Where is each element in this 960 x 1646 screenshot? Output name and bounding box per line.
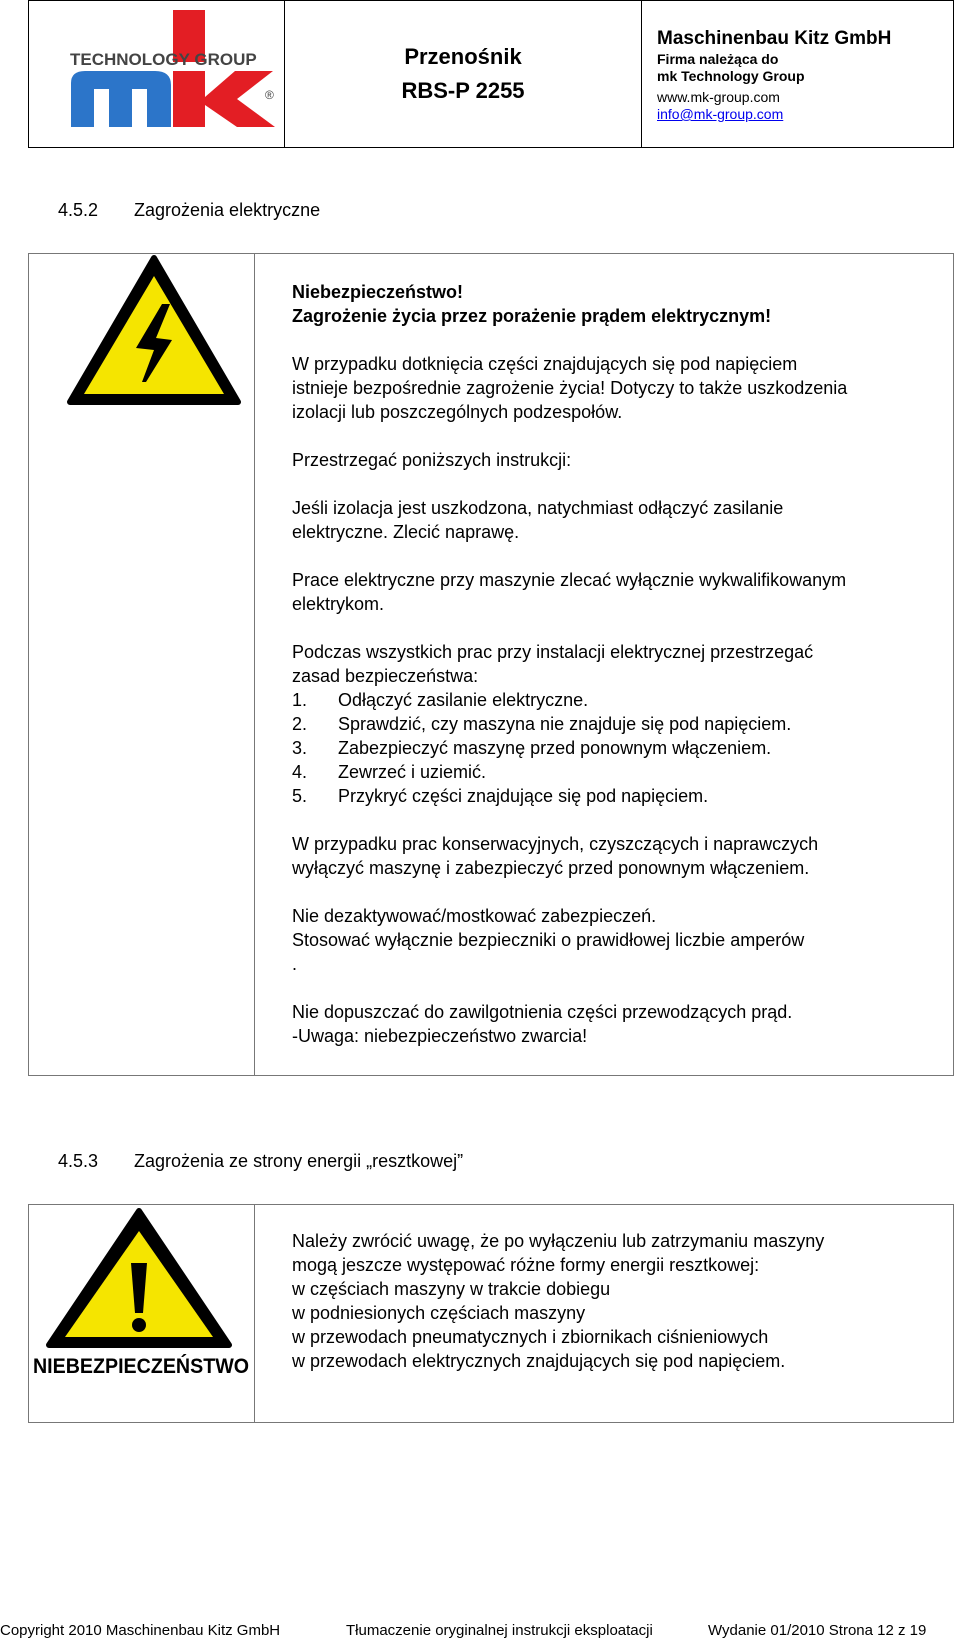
logo-registered-mark: ® [265,88,274,102]
fuse-line-2: Stosować wyłącznie bezpieczniki o prawidłowej liczbie amperów [292,930,805,950]
rules-line-2: zasad bezpieczeństwa: [292,666,479,686]
intro-line-2: istnieje bezpośrednie zagrożenie życia! Dotyczy to także uszkodzenia [292,378,848,398]
logo-top-text: TECHNOLOGY GROUP [70,50,257,69]
electrical-hazard-text [255,254,953,1075]
fuse-line-1: Nie dezaktywować/mostkować zabezpieczeń. [292,906,657,926]
insulation-line-1: Jeśli izolacja jest uszkodzona, natychmiast odłączyć zasilanie [292,498,784,518]
fuse-line-3: . [292,954,298,974]
section-number: 4.5.2 [58,200,99,220]
residual-line-4: w podniesionych częściach maszyny [292,1303,586,1323]
document-model: RBS-P 2255 [401,78,525,103]
section-heading-residual-energy [58,1150,463,1172]
danger-subtitle: Zagrożenie życia przez porażenie prądem elektrycznym! [292,306,772,326]
residual-line-5: w przewodach pneumatycznych i zbiornikach ciśnieniowych [292,1327,769,1347]
section-number: 4.5.3 [58,1151,99,1171]
warning-caption: NIEBEZPIECZEŃSTWO [33,1355,249,1378]
document-header [28,0,954,148]
moisture-line-1: Nie dopuszczać do zawilgotnienia części przewodzących prąd. [292,1002,793,1022]
footer-copyright: Copyright 2010 Maschinenbau Kitz GmbH [0,1622,281,1639]
section-title: Zagrożenia ze strony energii „resztkowej” [134,1151,464,1171]
electrical-hazard-box [28,253,954,1076]
list-item: 4. Zewrzeć i uziemić. [292,762,487,782]
list-item: 2. Sprawdzić, czy maszyna nie znajduje się pod napięciem. [292,714,792,734]
company-website: www.mk-group.com [657,89,780,105]
company-info-cell [641,1,953,147]
residual-energy-box [28,1204,954,1423]
company-subtitle-1: Firma należąca do [657,51,779,67]
maintenance-line-1: W przypadku prac konserwacyjnych, czyszczących i naprawczych [292,834,819,854]
follow-instructions: Przestrzegać poniższych instrukcji: [292,450,572,470]
intro-line-1: W przypadku dotknięcia części znajdujących się pod napięciem [292,354,798,374]
general-warning-icon [29,1205,253,1381]
list-item: 1. Odłączyć zasilanie elektryczne. [292,690,589,710]
document-title: Przenośnik [404,44,522,69]
danger-title: Niebezpieczeństwo! [292,282,464,302]
document-title-cell [284,1,641,147]
residual-line-2: mogą jeszcze występować różne formy energii resztkowej: [292,1255,760,1275]
intro-line-3: izolacji lub poszczególnych podzespołów. [292,402,623,422]
logo-cell [29,1,284,147]
work-line-1: Prace elektryczne przy maszynie zlecać wyłącznie wykwalifikowanym [292,570,847,590]
company-email-link[interactable]: info@mk-group.com [657,106,784,122]
residual-line-3: w częściach maszyny w trakcie dobiegu [292,1279,611,1299]
insulation-line-2: elektryczne. Zlecić naprawę. [292,522,520,542]
company-name: Maschinenbau Kitz GmbH [657,28,892,49]
section-heading-electrical [58,199,320,221]
mk-technology-group-logo [29,1,284,147]
residual-line-6: w przewodach elektrycznych znajdujących się pod napięciem. [292,1351,786,1371]
list-item: 3. Zabezpieczyć maszynę przed ponownym włączeniem. [292,738,772,758]
list-item: 5. Przykryć części znajdujące się pod napięciem. [292,786,709,806]
rules-line-1: Podczas wszystkich prac przy instalacji elektrycznej przestrzegać [292,642,814,662]
maintenance-line-2: wyłączyć maszynę i zabezpieczyć przed ponownym włączeniem. [292,858,810,878]
footer-edition-page: Wydanie 01/2010 Strona 12 z 19 [708,1622,927,1639]
moisture-line-2: -Uwaga: niebezpieczeństwo zwarcia! [292,1026,588,1046]
electrical-hazard-icon [66,254,242,406]
footer-translation-note: Tłumaczenie oryginalnej instrukcji eksploatacji [346,1622,653,1639]
residual-line-1: Należy zwrócić uwagę, że po wyłączeniu lub zatrzymaniu maszyny [292,1231,825,1251]
company-subtitle-2: mk Technology Group [657,68,805,84]
residual-energy-text [255,1205,953,1422]
work-line-2: elektrykom. [292,594,385,614]
section-title: Zagrożenia elektryczne [134,200,321,220]
warning-icon-cell [29,254,255,1075]
warning-icon-cell [29,1205,255,1422]
